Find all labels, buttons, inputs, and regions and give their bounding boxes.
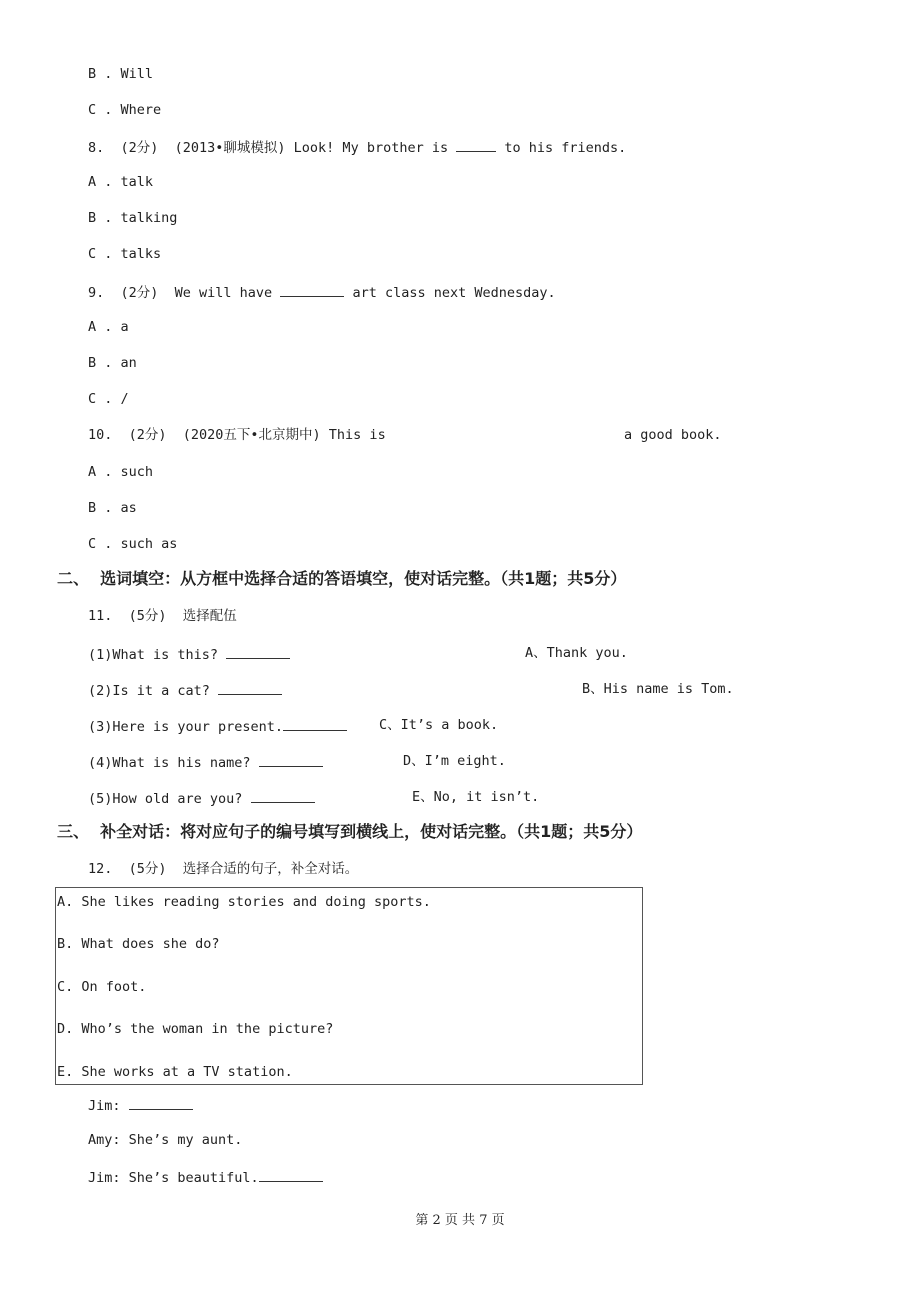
q9-option-c: C . / <box>88 391 129 407</box>
dialog-line-1: Jim: <box>88 1095 193 1115</box>
q11-answer-c: C、It’s a book. <box>379 717 499 733</box>
q11-item-3: (3)Here is your present. <box>88 716 347 736</box>
q11-stem: 11. (5分) 选择配伍 <box>88 608 237 624</box>
q9-option-b: B . an <box>88 355 137 371</box>
section-3-heading: 三、 补全对话：将对应句子的编号填写到横线上，使对话完整。（共1题；共5分） <box>57 822 643 841</box>
q10-option-a: A . such <box>88 464 154 480</box>
q8-option-b: B . talking <box>88 210 178 226</box>
answer-blank[interactable] <box>259 752 323 767</box>
q7-option-b: B . Will <box>88 66 154 82</box>
q12-option-b: B. What does she do? <box>57 936 220 952</box>
q10-stem: 10. (2分) (2020五下•北京期中) This is <box>88 427 386 443</box>
q9-option-a: A . a <box>88 319 129 335</box>
q10-stem-tail: a good book. <box>624 427 722 443</box>
q11-item-1: (1)What is this? <box>88 644 290 664</box>
q11-item-4: (4)What is his name? <box>88 752 323 772</box>
q10-option-b: B . as <box>88 500 137 516</box>
answer-blank[interactable] <box>280 282 344 297</box>
dialog-line-3: Jim: She’s beautiful. <box>88 1167 323 1187</box>
q12-option-e: E. She works at a TV station. <box>57 1064 293 1080</box>
q11-answer-e: E、No, it isn’t. <box>412 789 540 805</box>
q7-option-c: C . Where <box>88 102 162 118</box>
page-footer: 第 2 页 共 7 页 <box>415 1213 505 1228</box>
q8-stem: 8. (2分) (2013•聊城模拟) Look! My brother is to his friends. <box>88 137 626 157</box>
q10-option-c: C . such as <box>88 536 178 552</box>
section-2-heading: 二、 选词填空：从方框中选择合适的答语填空，使对话完整。（共1题；共5分） <box>57 569 627 588</box>
q11-answer-b: B、His name is Tom. <box>582 681 734 697</box>
q12-option-c: C. On foot. <box>57 979 147 995</box>
dialog-line-2: Amy: She’s my aunt. <box>88 1132 243 1148</box>
q12-option-a: A. She likes reading stories and doing sports. <box>57 894 431 910</box>
answer-blank[interactable] <box>456 137 496 152</box>
answer-blank[interactable] <box>129 1095 193 1110</box>
answer-blank[interactable] <box>283 716 347 731</box>
q9-stem: 9. (2分) We will have art class next Wednesday. <box>88 282 556 302</box>
answer-blank[interactable] <box>259 1167 323 1182</box>
q11-answer-a: A、Thank you. <box>525 645 628 661</box>
q8-option-c: C . talks <box>88 246 162 262</box>
q8-option-a: A . talk <box>88 174 154 190</box>
answer-blank[interactable] <box>226 644 290 659</box>
answer-blank[interactable] <box>218 680 282 695</box>
q11-answer-d: D、I’m eight. <box>403 753 506 769</box>
q11-item-2: (2)Is it a cat? <box>88 680 282 700</box>
q11-item-5: (5)How old are you? <box>88 788 315 808</box>
q12-option-d: D. Who’s the woman in the picture? <box>57 1021 334 1037</box>
q12-stem: 12. (5分) 选择合适的句子，补全对话。 <box>88 861 359 877</box>
answer-blank[interactable] <box>251 788 315 803</box>
